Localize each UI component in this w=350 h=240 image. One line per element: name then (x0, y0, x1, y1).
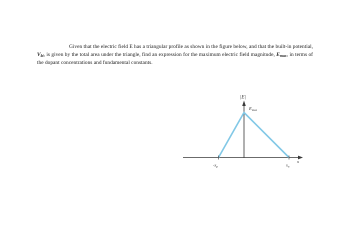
xp-label: -xp (213, 162, 218, 169)
x-axis-label: x (297, 159, 300, 164)
problem-text-part2: , is given by the total area under the triangle, find an expression for the maximum electric field magnitude, (43, 51, 275, 58)
built-in-potential-symbol: $V_{bi}$ (37, 51, 44, 58)
field-triangle (219, 113, 290, 158)
emax-label: Emax (249, 106, 257, 112)
xn-label: xn (286, 162, 290, 169)
problem-text-part1: Given that the electric field E has a triangular profile as shown in the figure below, and that the built-in potential, (69, 44, 313, 50)
max-field-symbol: $E_{max}$ (276, 51, 287, 58)
problem-text-part3: , in terms of the dopant concentrations and fundamental constants. (37, 51, 313, 67)
y-axis-arrow (242, 101, 246, 107)
y-axis-label: |E| (240, 94, 247, 101)
